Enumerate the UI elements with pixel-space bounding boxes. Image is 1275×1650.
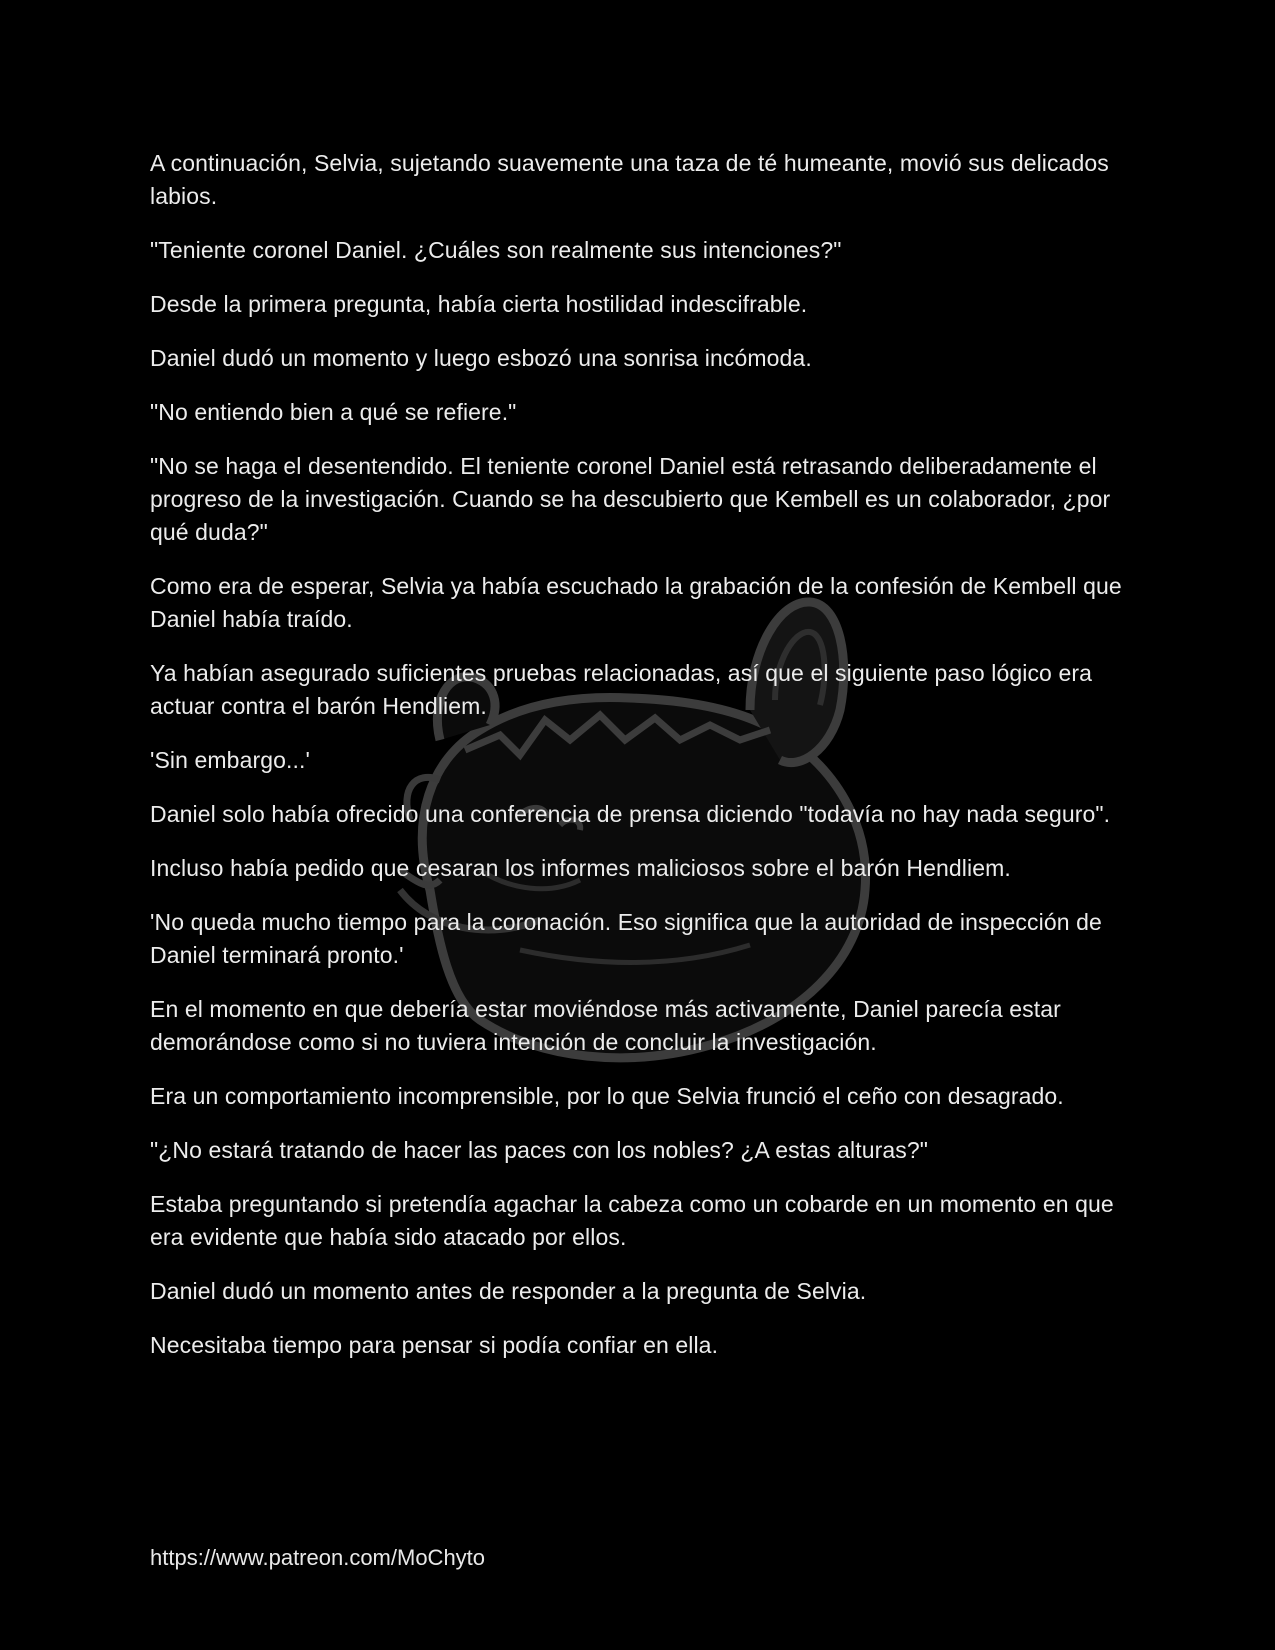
paragraph: Ya habían asegurado suficientes pruebas relacionadas, así que el siguiente paso lógico era actuar contra el barón Hendliem. xyxy=(150,660,1092,719)
paragraph: "No se haga el desentendido. El teniente coronel Daniel está retrasando deliberadamente el progreso de la investigación. Cuando se ha descubierto que Kembell es un colaborador, ¿por qué duda?" xyxy=(150,453,1111,545)
paragraph: "No entiendo bien a qué se refiere." xyxy=(150,399,517,425)
paragraph: Desde la primera pregunta, había cierta hostilidad indescifrable. xyxy=(150,291,808,317)
paragraph: Daniel solo había ofrecido una conferencia de prensa diciendo "todavía no hay nada seguro". xyxy=(150,801,1111,827)
paragraph: Era un comportamiento incomprensible, por lo que Selvia frunció el ceño con desagrado. xyxy=(150,1083,1064,1109)
paragraph: "¿No estará tratando de hacer las paces con los nobles? ¿A estas alturas?" xyxy=(150,1137,929,1163)
paragraph: Daniel dudó un momento y luego esbozó una sonrisa incómoda. xyxy=(150,345,812,371)
paragraph: Daniel dudó un momento antes de responder a la pregunta de Selvia. xyxy=(150,1278,867,1304)
paragraph: Estaba preguntando si pretendía agachar la cabeza como un cobarde en un momento en que era evidente que había sido atacado por ellos. xyxy=(150,1191,1114,1250)
paragraph: A continuación, Selvia, sujetando suavemente una taza de té humeante, movió sus delicados labios. xyxy=(150,150,1109,209)
paragraph: 'Sin embargo...' xyxy=(150,747,310,773)
paragraph: "Teniente coronel Daniel. ¿Cuáles son realmente sus intenciones?" xyxy=(150,237,842,263)
paragraph: En el momento en que debería estar moviéndose más activamente, Daniel parecía estar demorándose como si no tuviera intención de concluir la investigación. xyxy=(150,996,1061,1055)
patreon-link[interactable]: https://www.patreon.com/MoChyto xyxy=(150,1545,486,1570)
paragraph: Incluso había pedido que cesaran los informes maliciosos sobre el barón Hendliem. xyxy=(150,855,1011,881)
paragraph: 'No queda mucho tiempo para la coronación. Eso significa que la autoridad de inspección de Daniel terminará pronto.' xyxy=(150,909,1102,968)
paragraph: Necesitaba tiempo para pensar si podía confiar en ella. xyxy=(150,1332,719,1358)
paragraph: Como era de esperar, Selvia ya había escuchado la grabación de la confesión de Kembell que Daniel había traído. xyxy=(150,573,1122,632)
document-body xyxy=(150,147,1135,1383)
